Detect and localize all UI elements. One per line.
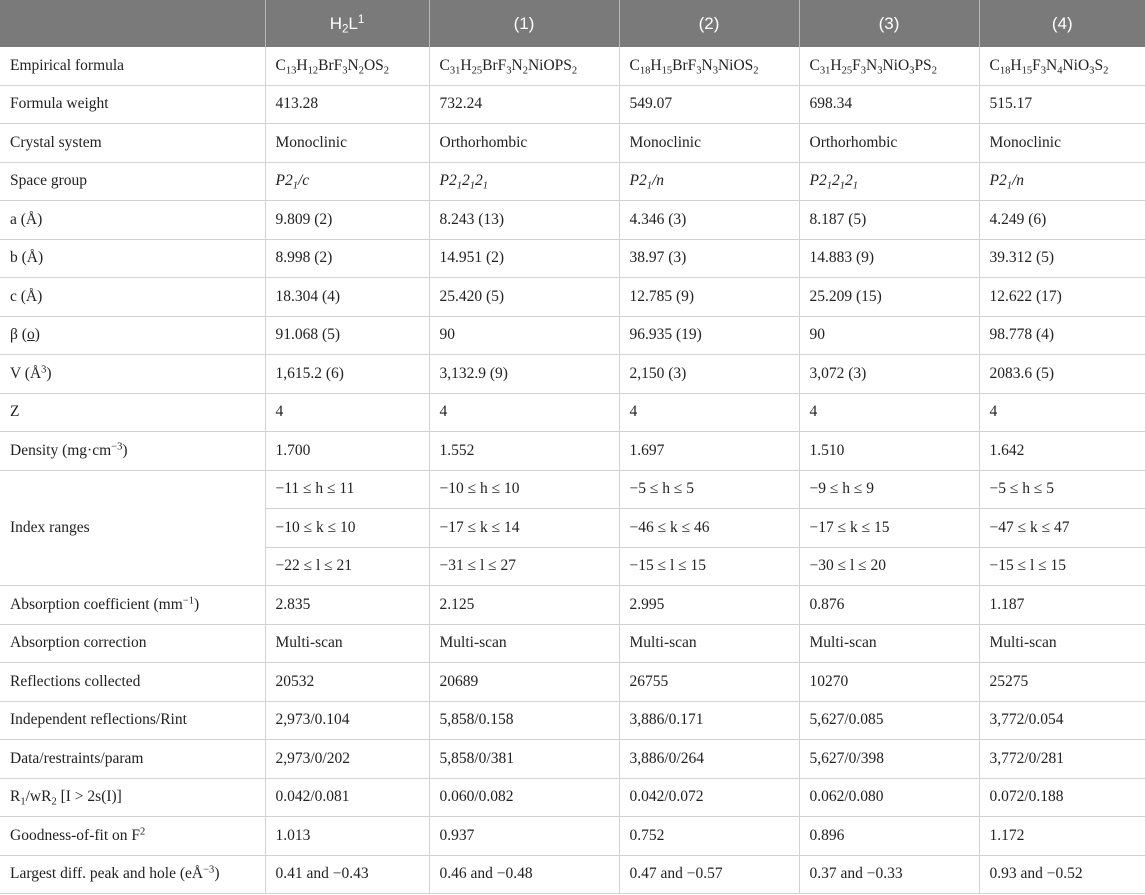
row-data-restraints-param xyxy=(0,740,1145,779)
row-index-ranges-h xyxy=(0,470,1145,509)
cell-c-c4: 12.622 (17) xyxy=(979,278,1145,317)
cell-c-h2l1: 18.304 (4) xyxy=(265,278,429,317)
absorption-coefficient-c3: 0.876 xyxy=(799,586,979,625)
volume-c4: 2083.6 (5) xyxy=(979,355,1145,394)
goodness-of-fit-c1: 0.937 xyxy=(429,817,619,856)
reflections-collected-h2l1: 20532 xyxy=(265,663,429,702)
cell-a-label: a (Å) xyxy=(0,201,265,240)
formula-weight-c1: 732.24 xyxy=(429,85,619,124)
space-group-c1: $P2_12_12_1$ xyxy=(429,162,619,201)
row-crystal-system xyxy=(0,124,1145,163)
density-h2l1: 1.700 xyxy=(265,432,429,471)
volume-c3: 3,072 (3) xyxy=(799,355,979,394)
reflections-collected-c1: 20689 xyxy=(429,663,619,702)
empirical-formula-h2l1: $C_{13}H_{12}BrF_3N_2OS_2$ xyxy=(265,47,429,85)
r-factors-c4: 0.072/0.188 xyxy=(979,778,1145,817)
row-largest-diff-peak xyxy=(0,855,1145,894)
row-volume xyxy=(0,355,1145,394)
volume-c1: 3,132.9 (9) xyxy=(429,355,619,394)
space-group-h2l1: $P2_1/c$ xyxy=(265,162,429,201)
independent-reflections-c1: 5,858/0.158 xyxy=(429,701,619,740)
index-k-c2: −46 ≤ k ≤ 46 xyxy=(619,509,799,548)
largest-peak-c3: 0.37 and −0.33 xyxy=(799,855,979,894)
index-l-c3: −30 ≤ l ≤ 20 xyxy=(799,547,979,586)
density-label: Density $(mg\cdot cm^{-3})$ xyxy=(0,432,265,471)
cell-c-c3: 25.209 (15) xyxy=(799,278,979,317)
z-c2: 4 xyxy=(619,393,799,432)
largest-peak-c2: 0.47 and −0.57 xyxy=(619,855,799,894)
crystal-system-h2l1: Monoclinic xyxy=(265,124,429,163)
z-h2l1: 4 xyxy=(265,393,429,432)
row-density xyxy=(0,432,1145,471)
row-cell-c xyxy=(0,278,1145,317)
z-c3: 4 xyxy=(799,393,979,432)
header-corner xyxy=(0,0,265,47)
row-r-factors xyxy=(0,778,1145,817)
absorption-correction-c4: Multi-scan xyxy=(979,624,1145,663)
goodness-of-fit-c4: 1.172 xyxy=(979,817,1145,856)
density-c1: 1.552 xyxy=(429,432,619,471)
absorption-coefficient-h2l1: 2.835 xyxy=(265,586,429,625)
row-goodness-of-fit xyxy=(0,817,1145,856)
data-restraints-h2l1: 2,973/0/202 xyxy=(265,740,429,779)
largest-peak-h2l1: 0.41 and −0.43 xyxy=(265,855,429,894)
r-factors-h2l1: 0.042/0.081 xyxy=(265,778,429,817)
header-compound-2: (2) xyxy=(619,0,799,47)
beta-c2: 96.935 (19) xyxy=(619,316,799,355)
goodness-of-fit-c2: 0.752 xyxy=(619,817,799,856)
formula-weight-c2: 549.07 xyxy=(619,85,799,124)
independent-reflections-c2: 3,886/0.171 xyxy=(619,701,799,740)
formula-weight-c3: 698.34 xyxy=(799,85,979,124)
row-space-group xyxy=(0,162,1145,201)
crystal-system-label: Crystal system xyxy=(0,124,265,163)
header-compound-4: (4) xyxy=(979,0,1145,47)
absorption-correction-label: Absorption correction xyxy=(0,624,265,663)
space-group-c3: $P2_12_12_1$ xyxy=(799,162,979,201)
formula-weight-c4: 515.17 xyxy=(979,85,1145,124)
cell-c-c1: 25.420 (5) xyxy=(429,278,619,317)
independent-reflections-h2l1: 2,973/0.104 xyxy=(265,701,429,740)
cell-b-c3: 14.883 (9) xyxy=(799,239,979,278)
density-c3: 1.510 xyxy=(799,432,979,471)
r-factors-c1: 0.060/0.082 xyxy=(429,778,619,817)
absorption-correction-h2l1: Multi-scan xyxy=(265,624,429,663)
absorption-coefficient-c1: 2.125 xyxy=(429,586,619,625)
goodness-of-fit-label: Goodness-of-fit on $F^2$ xyxy=(0,817,265,856)
row-beta xyxy=(0,316,1145,355)
index-ranges-label: Index ranges xyxy=(0,470,265,586)
z-c4: 4 xyxy=(979,393,1145,432)
absorption-correction-c1: Multi-scan xyxy=(429,624,619,663)
data-restraints-label: Data/restraints/param xyxy=(0,740,265,779)
cell-a-c4: 4.249 (6) xyxy=(979,201,1145,240)
goodness-of-fit-c3: 0.896 xyxy=(799,817,979,856)
cell-c-c2: 12.785 (9) xyxy=(619,278,799,317)
index-k-c3: −17 ≤ k ≤ 15 xyxy=(799,509,979,548)
r-factors-label: $R_1/wR_2$ [I > 2s(I)] xyxy=(0,778,265,817)
crystal-system-c2: Monoclinic xyxy=(619,124,799,163)
beta-c3: 90 xyxy=(799,316,979,355)
index-h-c4: −5 ≤ h ≤ 5 xyxy=(979,470,1145,509)
cell-a-c1: 8.243 (13) xyxy=(429,201,619,240)
crystal-system-c4: Monoclinic xyxy=(979,124,1145,163)
reflections-collected-c4: 25275 xyxy=(979,663,1145,702)
absorption-correction-c3: Multi-scan xyxy=(799,624,979,663)
header-row xyxy=(0,0,1145,47)
data-restraints-c2: 3,886/0/264 xyxy=(619,740,799,779)
reflections-collected-c3: 10270 xyxy=(799,663,979,702)
index-h-c2: −5 ≤ h ≤ 5 xyxy=(619,470,799,509)
index-k-h2l1: −10 ≤ k ≤ 10 xyxy=(265,509,429,548)
header-compound-1: (1) xyxy=(429,0,619,47)
cell-a-c2: 4.346 (3) xyxy=(619,201,799,240)
density-c4: 1.642 xyxy=(979,432,1145,471)
absorption-correction-c2: Multi-scan xyxy=(619,624,799,663)
row-formula-weight xyxy=(0,85,1145,124)
r-factors-c2: 0.042/0.072 xyxy=(619,778,799,817)
empirical-formula-c2: $C_{18}H_{15}BrF_3N_3NiOS_2$ xyxy=(619,47,799,85)
empirical-formula-c1: $C_{31}H_{25}BrF_3N_2NiOPS_2$ xyxy=(429,47,619,85)
row-empirical-formula xyxy=(0,47,1145,85)
empirical-formula-label: Empirical formula xyxy=(0,47,265,85)
cell-b-c1: 14.951 (2) xyxy=(429,239,619,278)
goodness-of-fit-h2l1: 1.013 xyxy=(265,817,429,856)
r-factors-c3: 0.062/0.080 xyxy=(799,778,979,817)
largest-peak-c4: 0.93 and −0.52 xyxy=(979,855,1145,894)
row-z xyxy=(0,393,1145,432)
index-h-c1: −10 ≤ h ≤ 10 xyxy=(429,470,619,509)
z-c1: 4 xyxy=(429,393,619,432)
row-cell-a xyxy=(0,201,1145,240)
formula-weight-label: Formula weight xyxy=(0,85,265,124)
header-compound-3: (3) xyxy=(799,0,979,47)
data-restraints-c1: 5,858/0/381 xyxy=(429,740,619,779)
index-k-c4: −47 ≤ k ≤ 47 xyxy=(979,509,1145,548)
row-absorption-correction xyxy=(0,624,1145,663)
z-label: Z xyxy=(0,393,265,432)
reflections-collected-label: Reflections collected xyxy=(0,663,265,702)
row-independent-reflections xyxy=(0,701,1145,740)
crystal-system-c1: Orthorhombic xyxy=(429,124,619,163)
beta-h2l1: 91.068 (5) xyxy=(265,316,429,355)
independent-reflections-label: Independent reflections/Rint xyxy=(0,701,265,740)
volume-c2: 2,150 (3) xyxy=(619,355,799,394)
volume-h2l1: 1,615.2 (6) xyxy=(265,355,429,394)
index-l-c2: −15 ≤ l ≤ 15 xyxy=(619,547,799,586)
largest-peak-c1: 0.46 and −0.48 xyxy=(429,855,619,894)
space-group-label: Space group xyxy=(0,162,265,201)
cell-b-c2: 38.97 (3) xyxy=(619,239,799,278)
index-k-c1: −17 ≤ k ≤ 14 xyxy=(429,509,619,548)
beta-c1: 90 xyxy=(429,316,619,355)
empirical-formula-c3: $C_{31}H_{25}F_3N_3NiO_3PS_2$ xyxy=(799,47,979,85)
independent-reflections-c3: 5,627/0.085 xyxy=(799,701,979,740)
formula-weight-h2l1: 413.28 xyxy=(265,85,429,124)
absorption-coefficient-label: Absorption coefficient $(mm^{-1})$ xyxy=(0,586,265,625)
index-l-h2l1: −22 ≤ l ≤ 21 xyxy=(265,547,429,586)
space-group-c2: $P2_1/n$ xyxy=(619,162,799,201)
absorption-coefficient-c2: 2.995 xyxy=(619,586,799,625)
header-h2l1: $H_2L^1$ xyxy=(265,0,429,47)
index-l-c4: −15 ≤ l ≤ 15 xyxy=(979,547,1145,586)
cell-b-c4: 39.312 (5) xyxy=(979,239,1145,278)
data-restraints-c4: 3,772/0/281 xyxy=(979,740,1145,779)
index-h-h2l1: −11 ≤ h ≤ 11 xyxy=(265,470,429,509)
row-absorption-coefficient xyxy=(0,586,1145,625)
crystal-system-c3: Orthorhombic xyxy=(799,124,979,163)
volume-label: V $(Å^3)$ xyxy=(0,355,265,394)
index-l-c1: −31 ≤ l ≤ 27 xyxy=(429,547,619,586)
data-restraints-c3: 5,627/0/398 xyxy=(799,740,979,779)
absorption-coefficient-c4: 1.187 xyxy=(979,586,1145,625)
cell-a-h2l1: 9.809 (2) xyxy=(265,201,429,240)
empirical-formula-c4: $C_{18}H_{15}F_3N_4NiO_3S_2$ xyxy=(979,47,1145,85)
cell-c-label: c (Å) xyxy=(0,278,265,317)
cell-b-h2l1: 8.998 (2) xyxy=(265,239,429,278)
row-cell-b xyxy=(0,239,1145,278)
row-reflections-collected xyxy=(0,663,1145,702)
cell-b-label: b (Å) xyxy=(0,239,265,278)
space-group-c4: $P2_1/n$ xyxy=(979,162,1145,201)
density-c2: 1.697 xyxy=(619,432,799,471)
reflections-collected-c2: 26755 xyxy=(619,663,799,702)
index-h-c3: −9 ≤ h ≤ 9 xyxy=(799,470,979,509)
cell-a-c3: 8.187 (5) xyxy=(799,201,979,240)
beta-label: β (o) xyxy=(0,316,265,355)
beta-c4: 98.778 (4) xyxy=(979,316,1145,355)
largest-peak-label: Largest diff. peak and hole $(eÅ^{-3})$ xyxy=(0,855,265,894)
independent-reflections-c4: 3,772/0.054 xyxy=(979,701,1145,740)
